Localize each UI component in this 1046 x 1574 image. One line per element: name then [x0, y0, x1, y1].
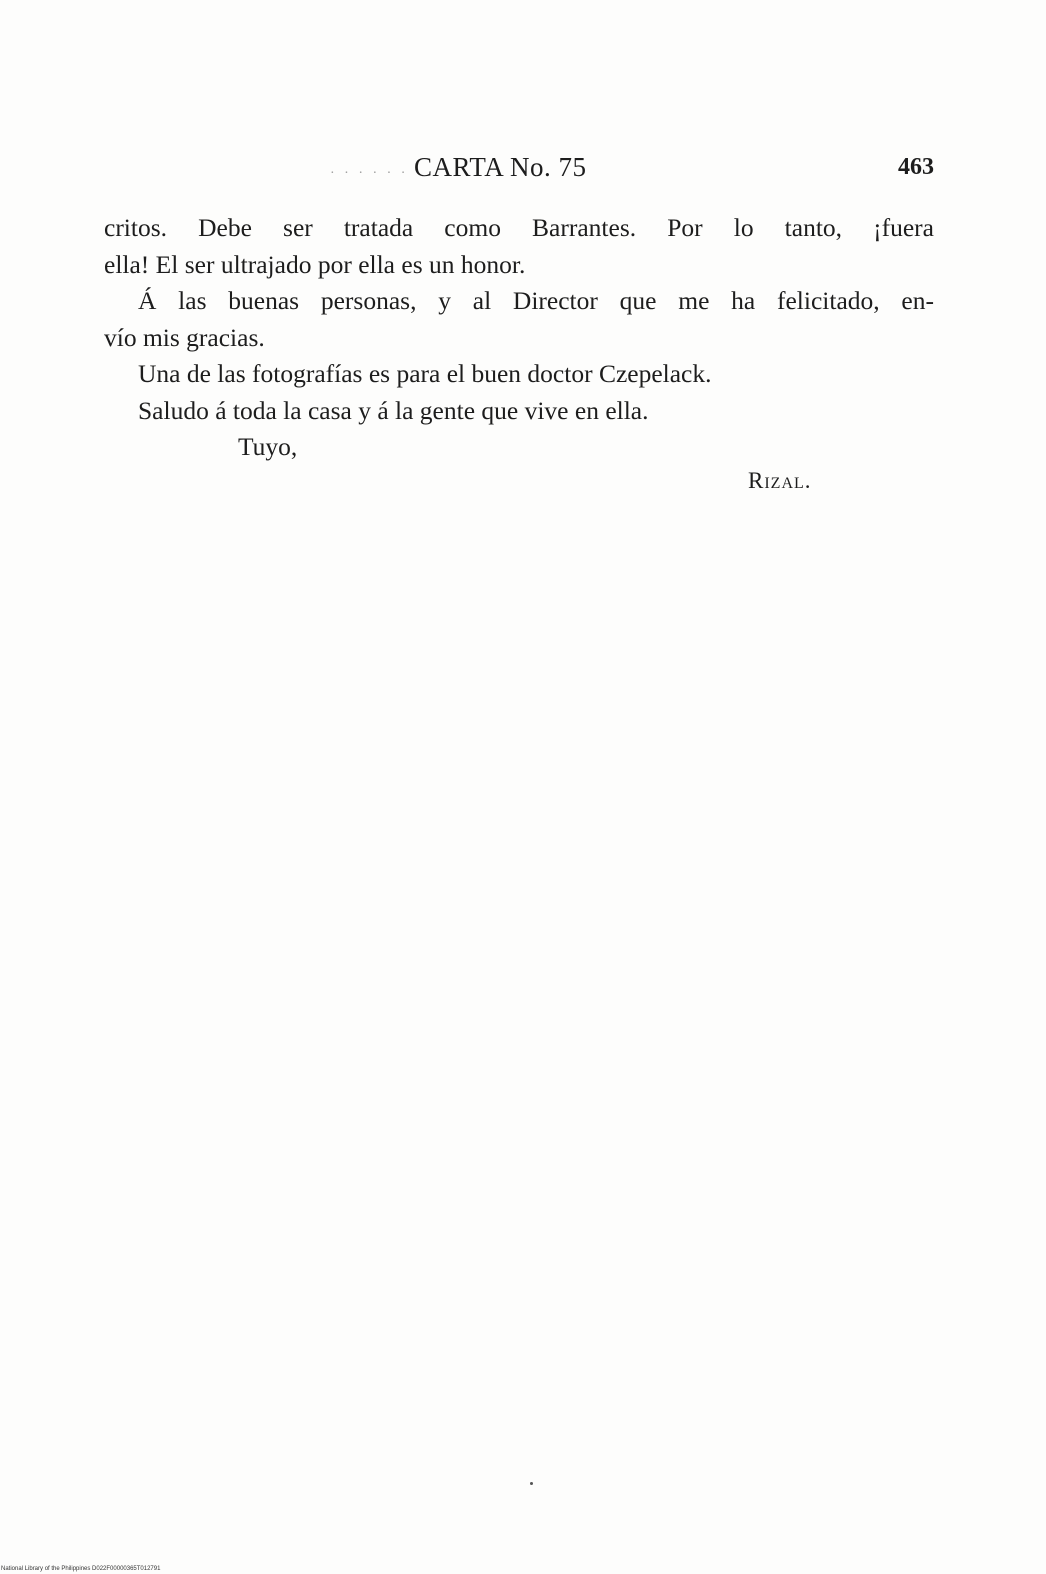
header-dot-leader: · · · · · · [330, 166, 409, 181]
body-line-4: vío mis gracias. [104, 322, 265, 352]
body-line-2: ella! El ser ultrajado por ella es un honor. [104, 249, 526, 279]
letter-body [104, 210, 934, 466]
print-speck [530, 1482, 533, 1485]
body-line-3: Á las buenas personas, y al Director que me ha felicitado, en- [138, 286, 934, 315]
page-number: 463 [898, 154, 934, 180]
scan-footer: National Library of the Philippines D022F00000365T012791 [1, 1566, 161, 1572]
closing-line: Tuyo, [238, 432, 298, 461]
body-line-1: critos. Debe ser tratada como Barrantes. Por lo tanto, ¡fuera [104, 213, 934, 242]
header-title: CARTA No. 75 [414, 152, 587, 182]
body-line-5: Una de las fotografías es para el buen doctor Czepelack. [138, 359, 712, 388]
body-line-6: Saludo á toda la casa y á la gente que vive en ella. [138, 395, 649, 425]
signature: Rizal. [748, 468, 812, 493]
running-header [104, 150, 934, 190]
